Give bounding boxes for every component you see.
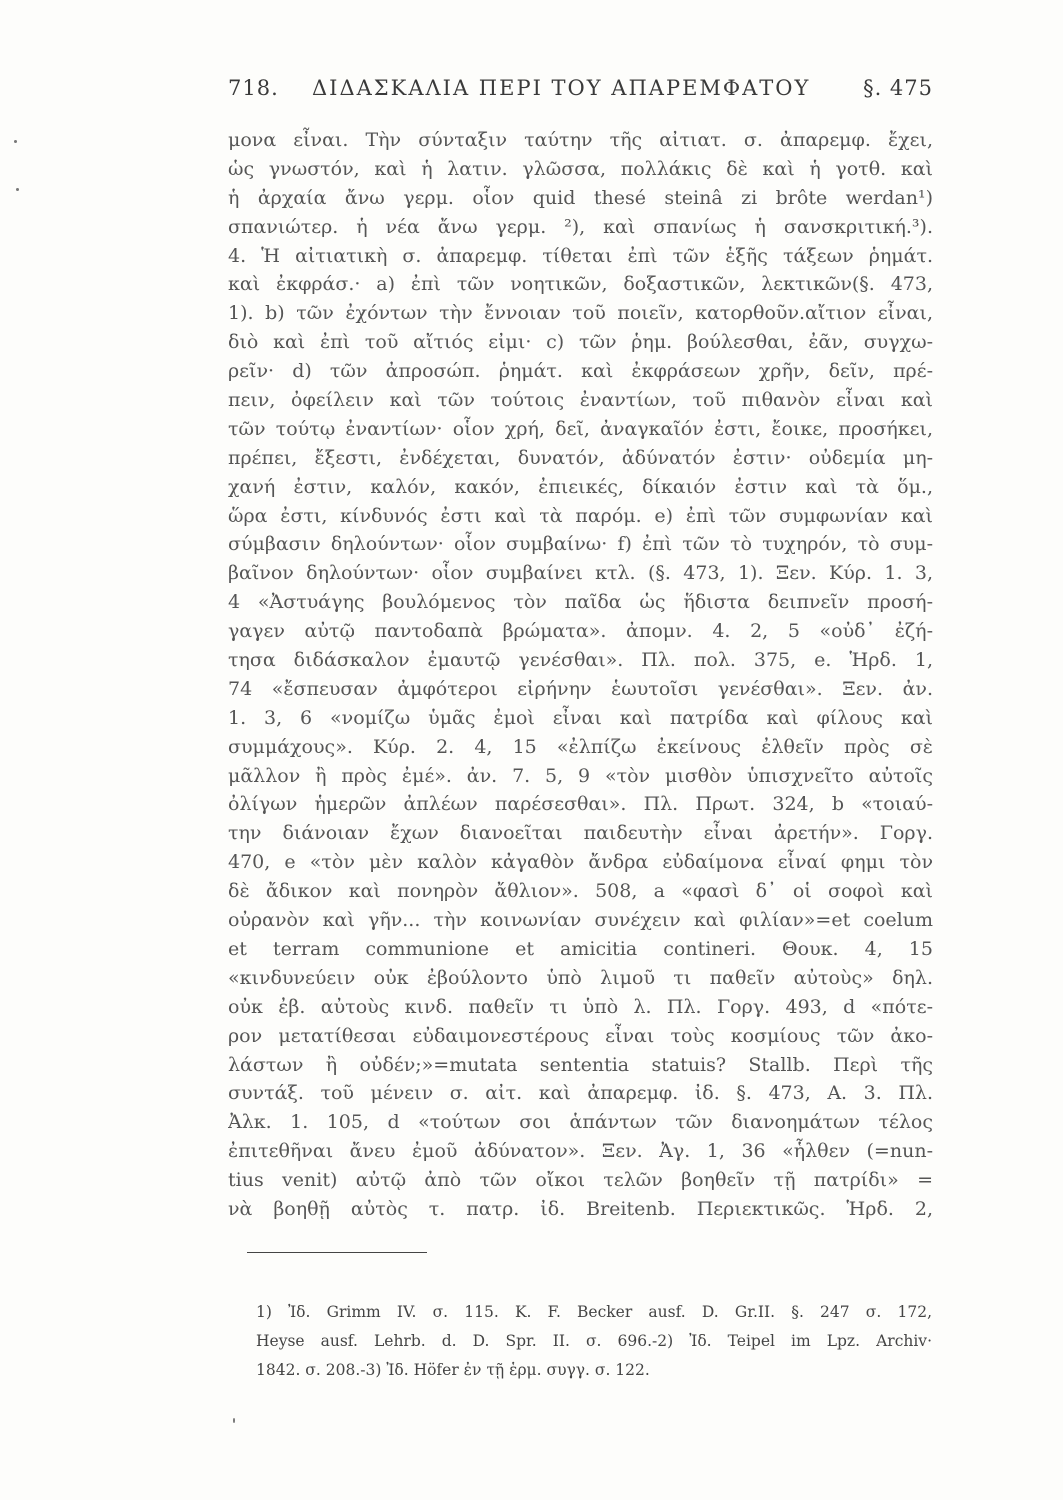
body-text xyxy=(228,126,933,1224)
text-line: 4 «Ἀστυάγης βουλόμενος τὸν παῖδα ὡς ἥδιστα δειπνεῖν προσή- xyxy=(228,591,933,614)
text-line: σπανιώτερ. ἡ νέα ἄνω γερμ. ²), καὶ σπανίως ἡ σανσκριτική.³). xyxy=(228,215,933,238)
text-line: μᾶλλον ἢ πρὸς ἐμέ». ἀν. 7. 5, 9 «τὸν μισθὸν ὑπισχνεῖτο αὐτοῖς xyxy=(228,764,933,787)
footnotes xyxy=(256,1298,932,1385)
text-line: οὐκ ἐβ. αὐτοὺς κινδ. παθεῖν τι ὑπὸ λ. Πλ. Γοργ. 493, d «πότε- xyxy=(228,995,933,1018)
text-line: 1. 3, 6 «νομίζω ὑμᾶς ἐμοὶ εἶναι καὶ πατρίδα καὶ φίλους καὶ xyxy=(228,706,933,729)
scan-speck xyxy=(233,1418,235,1423)
text-line: ὡς γνωστόν, καὶ ἡ λατιν. γλῶσσα, πολλάκις δὲ καὶ ἡ γοτθ. καὶ xyxy=(228,157,933,180)
text-line: tius venit) αὐτῷ ἀπὸ τῶν οἴκοι τελῶν βοηθεῖν τῇ πατρίδι» = xyxy=(228,1169,933,1192)
text-line: ὀλίγων ἡμερῶν ἀπλέων παρέσεσθαι». Πλ. Πρωτ. 324, b «τοιαύ- xyxy=(228,793,933,816)
text-line: 4. Ἡ αἰτιατικὴ σ. ἀπαρεμφ. τίθεται ἐπὶ τῶν ἑξῆς τάξεων ῥημάτ. xyxy=(228,244,933,267)
footnote-line: 1) Ἰδ. Grimm IV. σ. 115. K. F. Becker ausf. D. Gr.II. §. 247 σ. 172, xyxy=(256,1303,932,1321)
text-line: συντάξ. τοῦ μένειν σ. αἰτ. καὶ ἀπαρεμφ. ἰδ. §. 473, A. 3. Πλ. xyxy=(228,1082,933,1105)
text-line: τῶν τούτῳ ἐναντίων· οἷον χρή, δεῖ, ἀναγκαῖόν ἐστι, ἔοικε, προσήκει, xyxy=(228,417,933,440)
text-line: «κινδυνεύειν οὐκ ἐβούλοντο ὑπὸ λιμοῦ τι παθεῖν αὐτοὺς» δηλ. xyxy=(228,966,933,989)
text-line: 74 «ἔσπευσαν ἀμφότεροι εἰρήνην ἑωυτοῖσι γενέσθαι». Ξεν. ἀν. xyxy=(228,677,933,700)
text-line: ἐπιτεθῆναι ἄνευ ἐμοῦ ἀδύνατον». Ξεν. Ἀγ. 1, 36 «ἧλθεν (=nun- xyxy=(228,1140,933,1163)
text-line: μονα εἶναι. Τὴν σύνταξιν ταύτην τῆς αἰτιατ. σ. ἀπαρεμφ. ἔχει, xyxy=(228,129,933,151)
text-line: χανή ἐστιν, καλόν, κακόν, ἐπιεικές, δίκαιόν ἐστιν καὶ τὰ ὅμ., xyxy=(228,475,933,498)
text-line: οὐρανὸν καὶ γῆν... τὴν κοινωνίαν συνέχειν καὶ φιλίαν»=et coelum xyxy=(228,909,933,932)
text-line: σύμβασιν δηλούντων· οἷον συμβαίνω· f) ἐπὶ τῶν τὸ τυχηρόν, τὸ συμ- xyxy=(228,533,933,556)
page-number: 718. xyxy=(228,76,279,100)
text-line: 1). b) τῶν ἐχόντων τὴν ἔννοιαν τοῦ ποιεῖν, κατορθοῦν.αἴτιον εἶναι, xyxy=(228,302,933,325)
text-line: νὰ βοηθῇ αὐτὸς τ. πατρ. ἰδ. Breitenb. Περιεκτικῶς. Ἡρδ. 2, xyxy=(228,1197,933,1220)
text-line: πειν, ὀφείλειν καὶ τῶν τούτοις ἐναντίων, τοῦ πιθανὸν εἶναι καὶ xyxy=(228,389,933,412)
text-line: γαγεν αὐτῷ παντοδαπὰ βρώματα». ἀπομν. 4. 2, 5 «οὐδ᾿ ἐζή- xyxy=(228,620,933,643)
scan-speck xyxy=(16,188,19,191)
text-line: την διάνοιαν ἔχων διανοεῖται παιδευτὴν εἶναι ἀρετήν». Γοργ. xyxy=(228,822,933,845)
text-line: ρον μετατίθεσαι εὐδαιμονεστέρους εἶναι τοὺς κοσμίους τῶν ἀκο- xyxy=(228,1024,933,1047)
text-line: 470, e «τὸν μὲν καλὸν κἀγαθὸν ἄνδρα εὐδαίμονα εἶναί φημι τὸν xyxy=(228,851,933,874)
text-line: ρεῖν· d) τῶν ἀπροσώπ. ῥημάτ. καὶ ἐκφράσεων χρῆν, δεῖν, πρέ- xyxy=(228,360,933,383)
text-line: πρέπει, ἔξεστι, ἐνδέχεται, δυνατόν, ἀδύνατόν ἐστιν· οὐδεμία μη- xyxy=(228,446,933,469)
text-line: καὶ ἐκφράσ.· a) ἐπὶ τῶν νοητικῶν, δοξαστικῶν, λεκτικῶν(§. 473, xyxy=(228,273,933,296)
text-line: λάστων ἢ οὐδέν;»=mutata sententia statuis? Stallb. Περὶ τῆς xyxy=(228,1053,933,1076)
text-line: συμμάχους». Κύρ. 2. 4, 15 «ἐλπίζω ἐκείνους ἐλθεῖν πρὸς σὲ xyxy=(228,735,933,758)
text-line: τησα διδάσκαλον ἐμαυτῷ γενέσθαι». Πλ. πολ. 375, e. Ἡρδ. 1, xyxy=(228,649,933,672)
text-line: ἡ ἀρχαία ἄνω γερμ. οἷον quid thesé steinâ zi brôte werdan¹) xyxy=(228,186,933,209)
footnote-rule xyxy=(247,1252,427,1253)
scan-speck xyxy=(14,140,17,143)
running-title: ΔΙΔΑΣΚΑΛΙΑ ΠΕΡΙ ΤΟΥ ΑΠΑΡΕΜΦΑΤΟΥ xyxy=(312,76,811,100)
text-line: δὲ ἄδικον καὶ πονηρὸν ἄθλιον». 508, a «φασὶ δ᾿ οἱ σοφοὶ καὶ xyxy=(228,880,933,903)
footnote-line: Heyse ausf. Lehrb. d. D. Spr. II. σ. 696.-2) Ἰδ. Teipel im Lpz. Archiv· xyxy=(256,1332,932,1350)
running-header xyxy=(228,76,933,110)
text-line: ὥρα ἐστι, κίνδυνός ἐστι καὶ τὰ παρόμ. e) ἐπὶ τῶν συμφωνίαν καὶ xyxy=(228,504,933,527)
section-number: §. 475 xyxy=(863,76,933,100)
text-line: διὸ καὶ ἐπὶ τοῦ αἴτιός εἰμι· c) τῶν ῥημ. βούλεσθαι, ἐᾶν, συγχω- xyxy=(228,331,933,354)
text-line: Ἀλκ. 1. 105, d «τούτων σοι ἁπάντων τῶν διανοημάτων τέλος xyxy=(228,1111,933,1134)
footnote-line: 1842. σ. 208.-3) Ἰδ. Höfer ἐν τῇ ἑρμ. συγγ. σ. 122. xyxy=(256,1361,650,1379)
text-line: et terram communione et amicitia contineri. Θουκ. 4, 15 xyxy=(228,937,933,960)
text-line: βαῖνον δηλούντων· οἷον συμβαίνει κτλ. (§. 473, 1). Ξεν. Κύρ. 1. 3, xyxy=(228,562,933,585)
